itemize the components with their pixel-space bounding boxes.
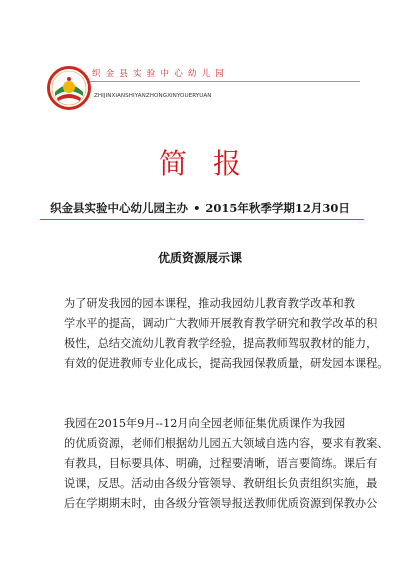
red-divider — [40, 219, 364, 220]
bulletin-title: 简报 — [158, 147, 267, 180]
paragraph-2 — [64, 414, 389, 514]
paragraph-line: 的优质资源，老师们根据幼儿园五大领域自选内容，要求有教案、 — [64, 437, 389, 450]
school-pinyin: ZHIJINXIANSHIYANZHONGXINYOUERYUAN — [94, 93, 212, 99]
separator-dot: • — [193, 201, 201, 215]
paragraph-line: 极性，总结交流幼儿教育教学经验，提高教师驾驭教材的能力， — [64, 337, 378, 350]
paragraph-line: 说课，反思。活动由各级分管领导、教研组长负责组织实施，最 — [64, 477, 378, 490]
paragraph-line: 有教具，目标要具体、明确，过程要清晰，语言要简练。课后有 — [64, 457, 378, 470]
kindergarten-logo-icon — [47, 66, 91, 110]
paragraph-line: 有效的促进教师专业化成长，提高我园保教质量，研发园本课程。 — [64, 357, 389, 370]
paragraph-line: 学水平的提高，调动广大教师开展教育教学研究和教学改革的积 — [64, 317, 378, 330]
paragraph-line: 后在学期期末时，由各级分管领导报送教师优质资源到保教办公 — [64, 497, 378, 510]
paragraph-line: 为了研发我园的园本课程，推动我园幼儿教育教学改革和教 — [64, 297, 355, 310]
issuer-line — [0, 200, 400, 216]
issuer: 织金县实验中心幼儿园主办 — [50, 201, 189, 215]
school-name: 织金县实验中心幼儿园 — [92, 69, 230, 79]
paragraph-1 — [64, 294, 389, 374]
issue-date: 2015年秋季学期12月30日 — [205, 201, 350, 215]
article-headline: 优质资源展示课 — [157, 251, 242, 265]
header-divider — [90, 81, 360, 82]
paragraph-line: 我园在2015年9月--12月向全园老师征集优质课作为我园 — [64, 417, 346, 430]
